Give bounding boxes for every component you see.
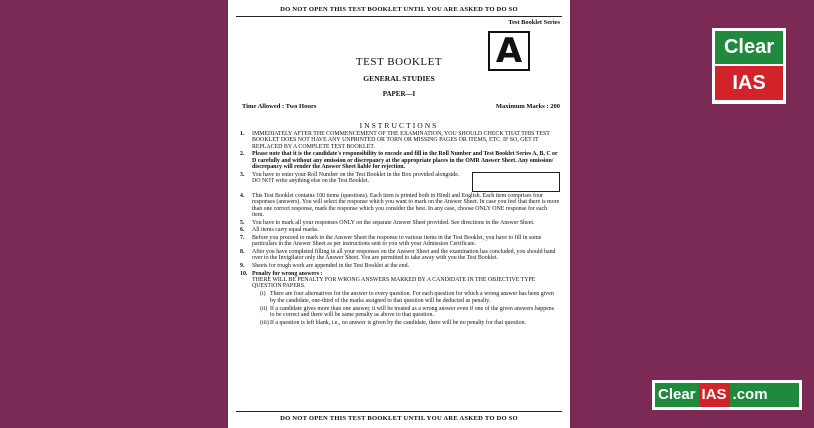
item-number: 9. <box>240 263 245 269</box>
logo-clear-text: Clear <box>655 383 699 407</box>
item-number: 7. <box>240 235 245 241</box>
penalty-number: (iii) <box>260 319 269 326</box>
list-item <box>240 193 560 219</box>
list-item <box>240 220 560 226</box>
top-warning-banner: DO NOT OPEN THIS TEST BOOKLET UNTIL YOU ARE ASKED TO DO SO <box>236 6 562 17</box>
item-text <box>252 271 560 328</box>
series-letter-box: A <box>488 31 530 71</box>
clearias-logo <box>712 28 786 104</box>
list-item <box>240 227 560 233</box>
roll-number-box[interactable] <box>472 172 560 192</box>
item-text: All items carry equal marks. <box>252 227 319 234</box>
paper-title: PAPER—I <box>382 90 416 98</box>
subject-title: GENERAL STUDIES <box>363 74 435 83</box>
booklet-title: TEST BOOKLET <box>355 56 443 68</box>
item-text: Please note that it is the candidate's responsibility to encode and fill in the Roll Number and Test Booklet Series A, B, C or D carefully and without any omission or discrepancy at the appropriate places in the OMR Answer Sheet. Any omission/ discrepancy will render the Answer Sheet liable for rejection. <box>252 151 558 171</box>
list-item <box>240 172 560 192</box>
penalty-text: If a candidate gives more than one answer, it will be treated as a wrong answer even if one of the given answers happens to be correct and there will be same penalty as above to that question. <box>270 305 555 319</box>
item-number: 6. <box>240 227 245 234</box>
series-label: Test Booklet Series <box>508 19 560 26</box>
penalty-text: If a question is left blank, i.e., no answer is given by the candidate, there will be no penalty for that question. <box>270 319 527 326</box>
item-text: You have to mark all your responses ONLY on the separate Answer Sheet provided. See directions in the Answer Sheet. <box>252 219 535 226</box>
penalty-item <box>260 291 560 304</box>
penalty-intro: THERE WILL BE PENALTY FOR WRONG ANSWERS MARKED BY A CANDIDATE IN THE OBJECTIVE TYPE QUESTION PAPERS. <box>252 277 536 290</box>
item-number: 10. <box>240 270 248 277</box>
penalty-heading: Penalty for wrong answers : <box>252 270 323 277</box>
list-item <box>240 235 560 248</box>
time-allowed: Time Allowed : Two Hours <box>242 103 317 110</box>
penalty-number: (ii) <box>260 305 268 312</box>
item-text: You have to enter your Roll Number on the Test Booklet in the Box provided alongside. DO NOT write anything else on the Test Booklet. <box>252 171 460 185</box>
bottom-warning-banner: DO NOT OPEN THIS TEST BOOKLET UNTIL YOU ARE ASKED TO DO SO <box>236 411 562 422</box>
instructions-list <box>240 131 560 329</box>
item-text: After you have completed filling in all your responses on the Answer Sheet and the examination has concluded, you should hand over to the Invigilator only the Answer Sheet. You are permitted to take away with you the Test Booklet. <box>252 249 556 262</box>
list-item <box>240 151 560 170</box>
item-number: 3. <box>240 171 245 178</box>
max-marks: Maximum Marks : 200 <box>495 103 560 110</box>
item-number: 4. <box>240 193 245 199</box>
item-text: IMMEDIATELY AFTER THE COMMENCEMENT OF THE EXAMINATION, YOU SHOULD CHECK THAT THIS TEST BOOKLET DOES NOT HAVE ANY UNPRINTED OR TORN OR MISSING PAGES OR ITEMS, ETC. IF SO, GET IT REPLACED BY A COMPLETE TEST BOOKLET. <box>252 131 550 150</box>
item-text: Sheets for rough work are appended in the Test Booklet at the end. <box>252 263 410 269</box>
item-number: 1. <box>240 131 245 137</box>
exam-meta <box>242 103 560 110</box>
clearias-com-logo <box>652 380 802 410</box>
list-item <box>240 271 560 328</box>
logo-com-text: .com <box>730 383 799 407</box>
penalty-item <box>260 320 560 326</box>
logo-ias-text: IAS <box>715 66 783 100</box>
item-text: This Test Booklet contains 100 items (questions). Each item is printed both in Hindi and English. Each item comprises four responses (answers). You will select the response which you want to mark on the Answer Sheet. In case you feel that there is more than one correct response, mark the response which you consider the best. In any case, choose ONLY ONE response for each item. <box>252 193 560 219</box>
penalty-text: There are four alternatives for the answer to every question. For each question for which a wrong answer has been given by the candidate, one-third of the marks assigned to that question will be deducted as penalty. <box>270 291 554 304</box>
penalty-item <box>260 306 560 319</box>
list-item <box>240 131 560 150</box>
list-item <box>240 263 560 269</box>
item-number: 5. <box>240 219 245 226</box>
penalty-number: (i) <box>260 291 266 298</box>
item-text: Before you proceed to mark in the Answer Sheet the response to various items in the Test Booklet, you have to fill in some particulars in the Answer Sheet as per instructions sent to you with your Admission Certificate. <box>252 235 542 248</box>
test-booklet-page <box>228 0 570 428</box>
logo-clear-text: Clear <box>715 31 783 64</box>
item-number: 2. <box>240 151 245 158</box>
logo-ias-text: IAS <box>699 383 730 407</box>
item-number: 8. <box>240 249 245 255</box>
list-item <box>240 249 560 262</box>
instructions-heading: INSTRUCTIONS <box>359 121 439 130</box>
